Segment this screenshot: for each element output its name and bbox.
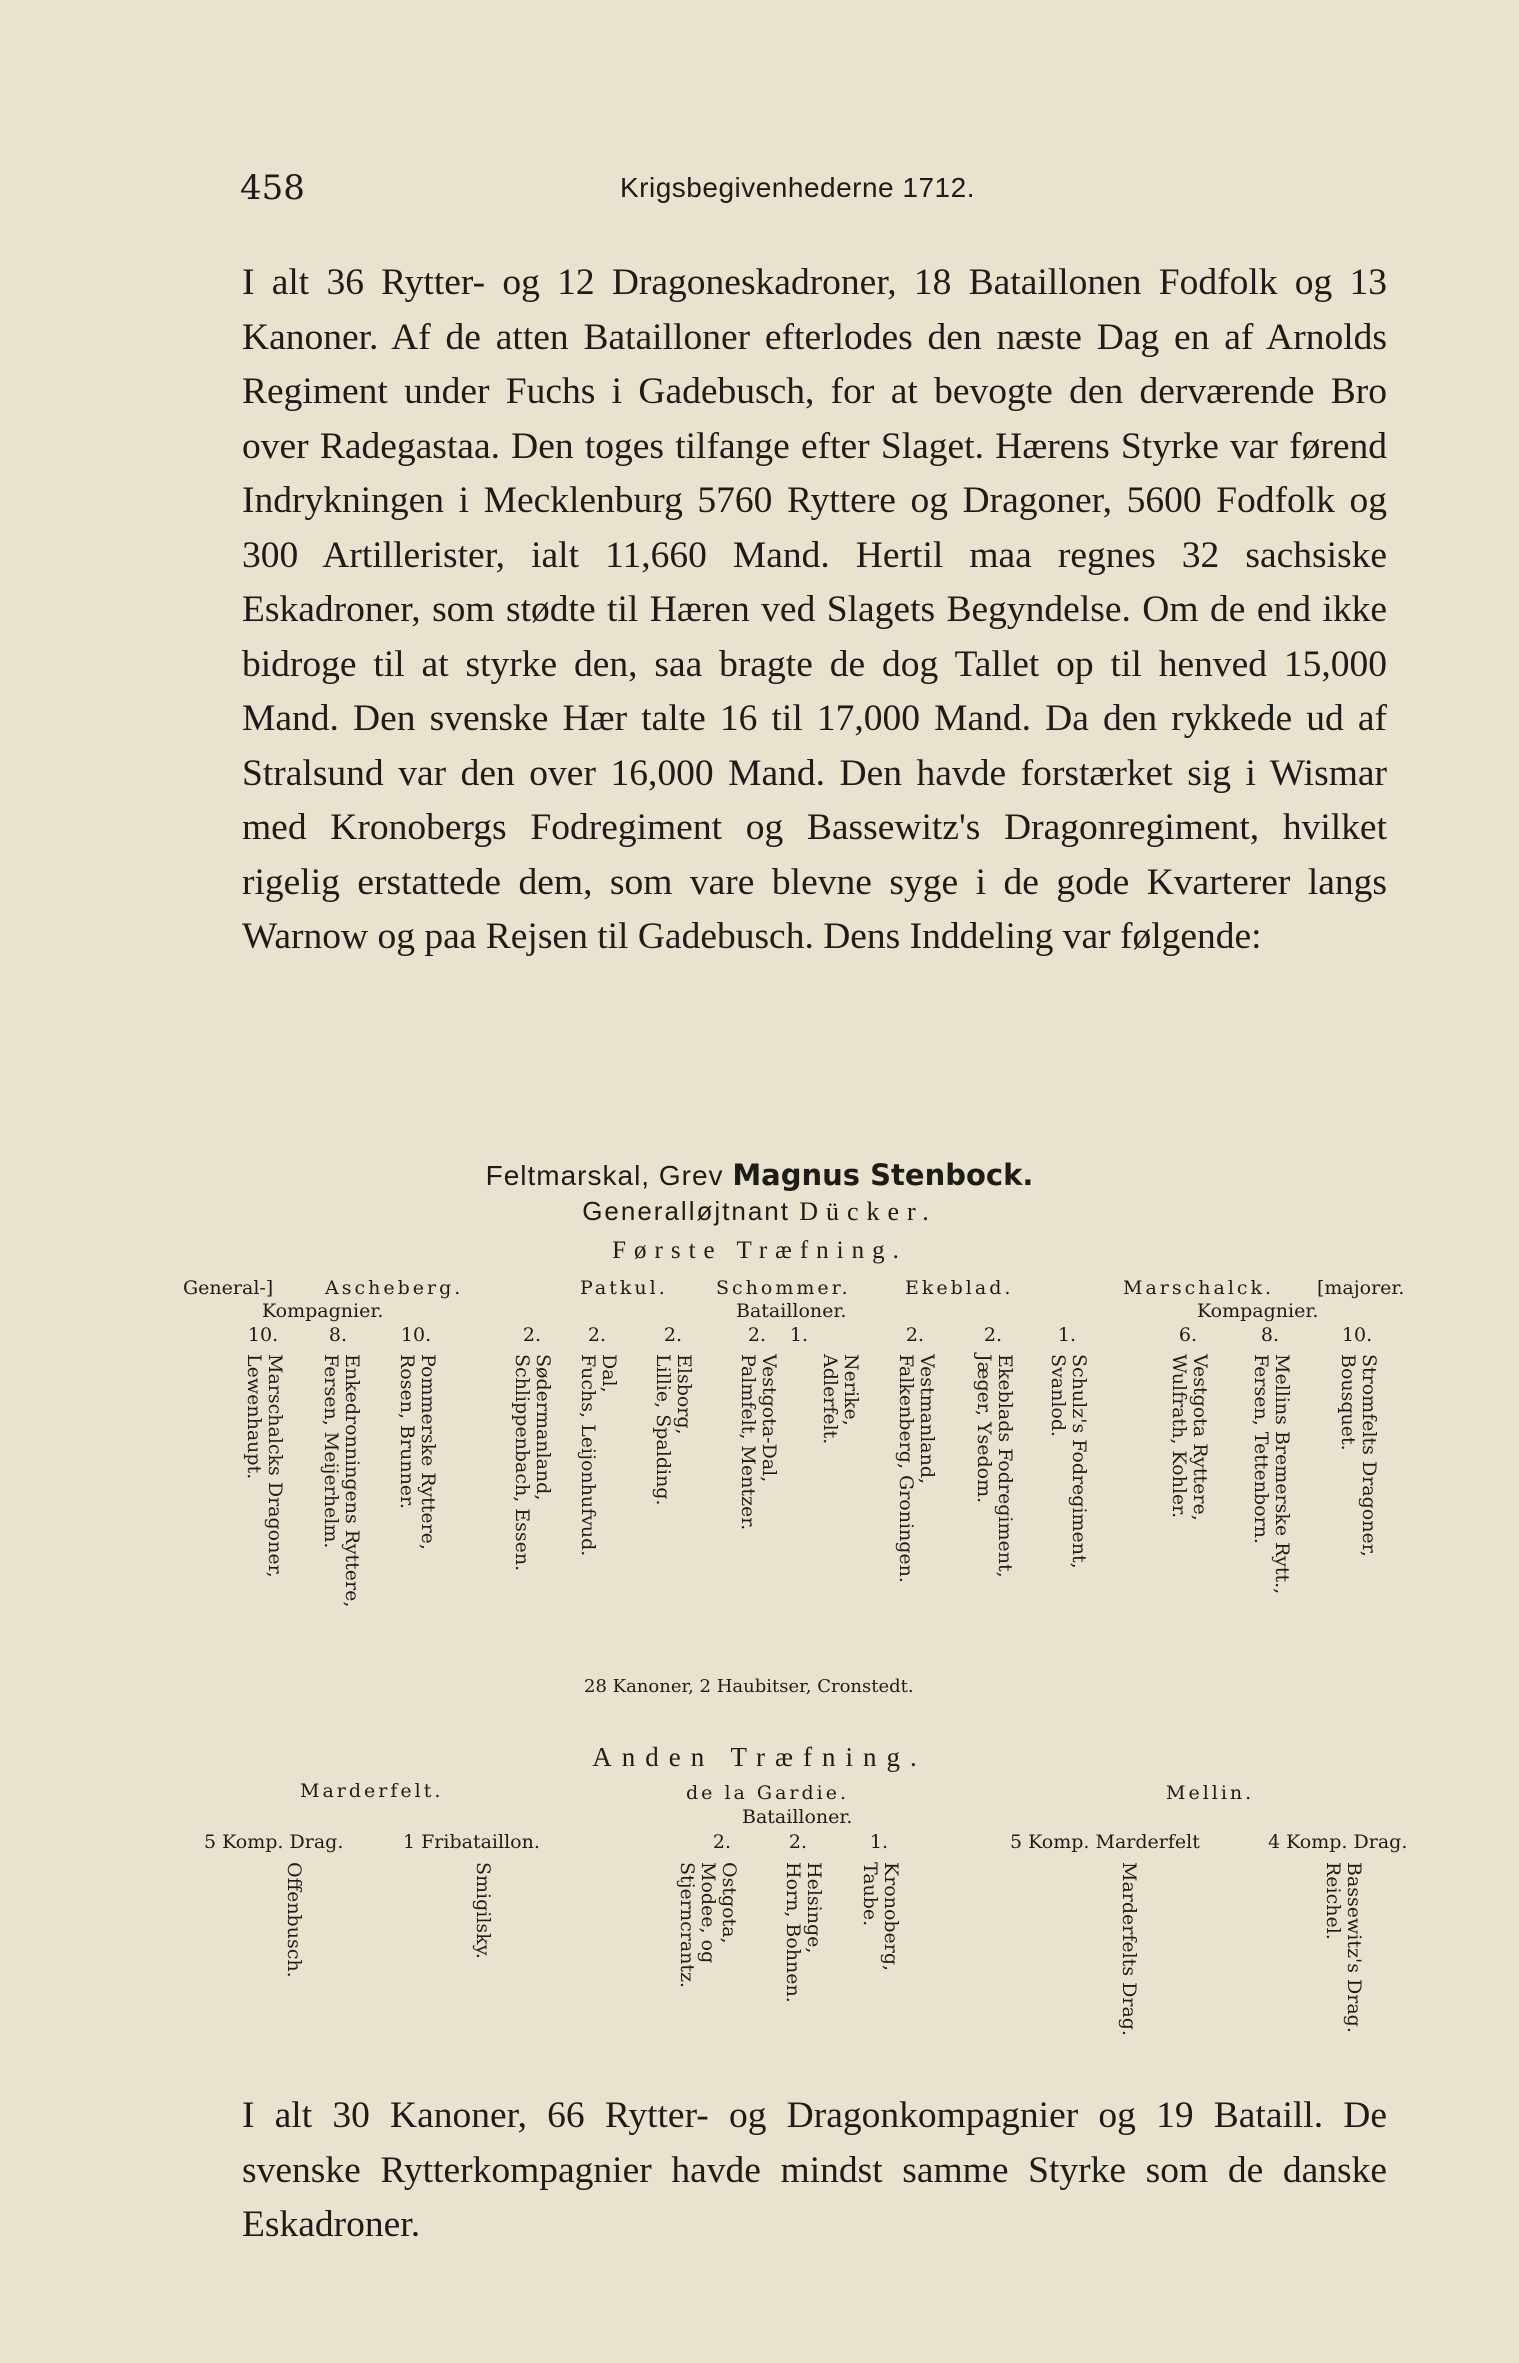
regiment-name: Vestgota-Dal, [758,1354,780,1483]
marschalck-label: Marschalck. [1123,1277,1275,1299]
unit-number: 6. [1178,1324,1198,1346]
running-head [240,168,1400,212]
unit-number: 8. [328,1324,348,1346]
regiment-name: Nerike, [840,1354,862,1426]
regiment-column [283,1862,304,1978]
regiment-name: Vestgota Ryttere, [1189,1354,1211,1521]
regiment-name: Vestmanland, [916,1354,938,1485]
regiment-officers: Reichel. [1322,1862,1344,1940]
summary-paragraph-text: I alt 30 Kanoner, 66 Rytter- og Dragonkompagnier og 19 Bataill. De svenske Rytterkompagnier havde mindst samme Styrke som de danske Eskadroner. [242,2095,1387,2245]
unit-number: 1. [869,1831,889,1853]
lieutenant-general-line [0,1196,1519,1227]
unit-count: 5 Komp. Marderfelt [1010,1831,1200,1853]
regiment-officers: Fuchs, Leijonhufvud. [577,1354,599,1557]
regiment-name: Stromfelts Dragoner, [1358,1354,1380,1557]
schommer-label: Schommer. [716,1277,851,1299]
unit-number: 10. [400,1324,432,1346]
regiment-officers: Fersen, Meijerhelm. [320,1354,342,1549]
unit-count: 1 Fribataillon. [403,1831,540,1853]
lieutenant-general-name: Dücker. [799,1197,937,1226]
unit-number: 2. [905,1324,925,1346]
intro-paragraph [242,256,1387,965]
field-marshal-prefix: Feltmarskal, Grev [485,1160,733,1191]
regiment-column [577,1354,619,1556]
unit-number: 2. [522,1324,542,1346]
mellin-label: Mellin. [1166,1782,1255,1804]
regiment-officers: Bousquet. [1337,1354,1359,1451]
unit-number: 10. [247,1324,279,1346]
kompagnier-left-label: Kompagnier. [262,1300,384,1322]
kompagnier-right-label: Kompagnier. [1197,1300,1319,1322]
unit-number: 1. [1057,1324,1077,1346]
running-title: Krigsbegivenhederne 1712. [620,172,975,203]
regiment-officers: Wulfrath, Kohler. [1168,1354,1190,1519]
regiment-officers: Smigilsky. [472,1862,494,1959]
batailloner-label: Batailloner. [736,1300,847,1322]
artillery-line: 28 Kanoner, 2 Haubitser, Cronstedt. [584,1676,914,1697]
unit-number: 2. [983,1324,1003,1346]
regiment-column [895,1354,937,1583]
second-batailloner-label: Batailloner. [742,1806,853,1828]
regiment-column [396,1354,438,1550]
regiment-column [1118,1862,1139,2036]
page-number: 458 [240,168,305,208]
regiment-column [782,1862,824,2003]
ekeblad-label: Ekeblad. [905,1277,1014,1299]
regiment-officers: Rosen, Brunner. [396,1354,418,1510]
regiment-name: Enkedronningens Ryttere, [341,1354,363,1608]
unit-number: 2. [788,1831,808,1853]
unit-number: 2. [663,1324,683,1346]
regiment-officers: Stjerncrantz. [676,1862,698,1989]
regiment-officers: Lillie, Spalding. [652,1354,674,1506]
regiment-officers: Offenbusch. [283,1862,305,1978]
regiment-officers: Modee, og [697,1862,719,1964]
field-marshal-line [0,1158,1519,1192]
regiment-name: Mellins Bremerske Rytt., [1271,1354,1293,1595]
regiment-name: Sødermanland, [532,1354,554,1501]
first-line-heading: Første Træfning. [612,1237,907,1264]
regiment-name: Ostgota, [718,1862,740,1944]
regiment-column [472,1862,493,1959]
patkul-label: Patkul. [580,1277,668,1299]
unit-number: 10. [1341,1324,1373,1346]
regiment-column [1322,1862,1364,2033]
regiment-officers: Svanlod. [1047,1354,1069,1438]
regiment-name: Marschalcks Dragoner, [264,1354,286,1578]
regiment-officers: Falkenberg, Groningen. [895,1354,917,1583]
field-marshal-name: Magnus Stenbock. [732,1158,1034,1192]
marderfelt-label: Marderfelt. [300,1780,444,1802]
unit-count: 5 Komp. Drag. [204,1831,344,1853]
de-la-gardie-label: de la Gardie. [686,1782,850,1804]
regiment-column [676,1862,739,1988]
unit-number: 1. [789,1324,809,1346]
majorer-label: [majorer. [1317,1277,1405,1299]
regiment-officers: Palmfelt, Mentzer. [737,1354,759,1531]
regiment-name: Elsborg, [673,1354,695,1435]
summary-paragraph [242,2089,1387,2253]
regiment-column [243,1354,285,1578]
regiment-column [652,1354,694,1506]
regiment-name: Helsinge, [803,1862,825,1954]
unit-number: 8. [1260,1324,1280,1346]
regiment-officers: Horn, Bohnen. [782,1862,804,2003]
intro-paragraph-text: I alt 36 Rytter- og 12 Dragoneskadroner, 18 Bataillonen Fodfolk og 13 Kanoner. Af de atten Batailloner efterlodes den næste Dag en af Arnolds Regiment under Fuchs i Gadebusch, for at bevogte den derværende Bro over Radegastaa. Den toges tilfange efter Slaget. Hærens Styrke var førend Indrykningen i Mecklenburg 5760 Ryttere og Dragoner, 5600 Fodfolk og 300 Artillerister, ialt 11,660 Mand. Hertil maa regnes 32 sachsiske Eskadroner, som stødte til Hæren ved Slagets Begyndelse. Om de end ikke bidroge til at styrke den, saa bragte de dog Tallet op til henved 15,000 Mand. Den svenske Hær talte 16 til 17,000 Mand. Da den rykkede ud af Stralsund var den over 16,000 Mand. Den havde forstærket sig i Wismar med Kronobergs Fodregiment og Bassewitz's Dragonregiment, hvilket rigelig erstattede dem, som vare blevne syge i de gode Kvarterer langs Warnow og paa Rejsen til Gadebusch. Dens Inddeling var følgende: [242,262,1387,957]
regiment-officers: Lewenhaupt. [243,1354,265,1480]
ascheberg-label: Ascheberg. [325,1277,464,1299]
regiment-name: Ekeblads Fodregiment, [994,1354,1016,1578]
regiment-name: Marderfelts Drag. [1118,1862,1140,2036]
regiment-name: Schulz's Fodregiment, [1068,1354,1090,1569]
regiment-officers: Jæger, Ysedom. [973,1354,995,1504]
regiment-column [511,1354,553,1571]
regiment-name: Dal, [598,1354,620,1393]
regiment-officers: Adlerfelt. [819,1354,841,1445]
unit-count: 4 Komp. Drag. [1268,1831,1408,1853]
unit-number: 2. [747,1324,767,1346]
regiment-column [859,1862,901,1971]
regiment-column [819,1354,861,1444]
regiment-column [320,1354,362,1607]
second-line-heading: Anden Træfning. [592,1742,927,1772]
regiment-column [1047,1354,1089,1569]
regiment-column [1168,1354,1210,1521]
regiment-officers: Fersen, Tettenborn. [1250,1354,1272,1544]
regiment-name: Pommerske Ryttere, [417,1354,439,1550]
unit-number: 2. [712,1831,732,1853]
regiment-column [973,1354,1015,1578]
regiment-column [1337,1354,1379,1557]
lieutenant-general-prefix: Generalløjtnant [582,1196,800,1226]
general-label: General-] [183,1277,274,1299]
regiment-column [1250,1354,1292,1594]
regiment-officers: Schlippenbach, Essen. [511,1354,533,1572]
unit-number: 2. [587,1324,607,1346]
regiment-column [737,1354,779,1530]
regiment-name: Kronoberg, [880,1862,902,1972]
regiment-officers: Taube. [859,1862,881,1927]
regiment-name: Bassewitz's Drag. [1343,1862,1365,2033]
